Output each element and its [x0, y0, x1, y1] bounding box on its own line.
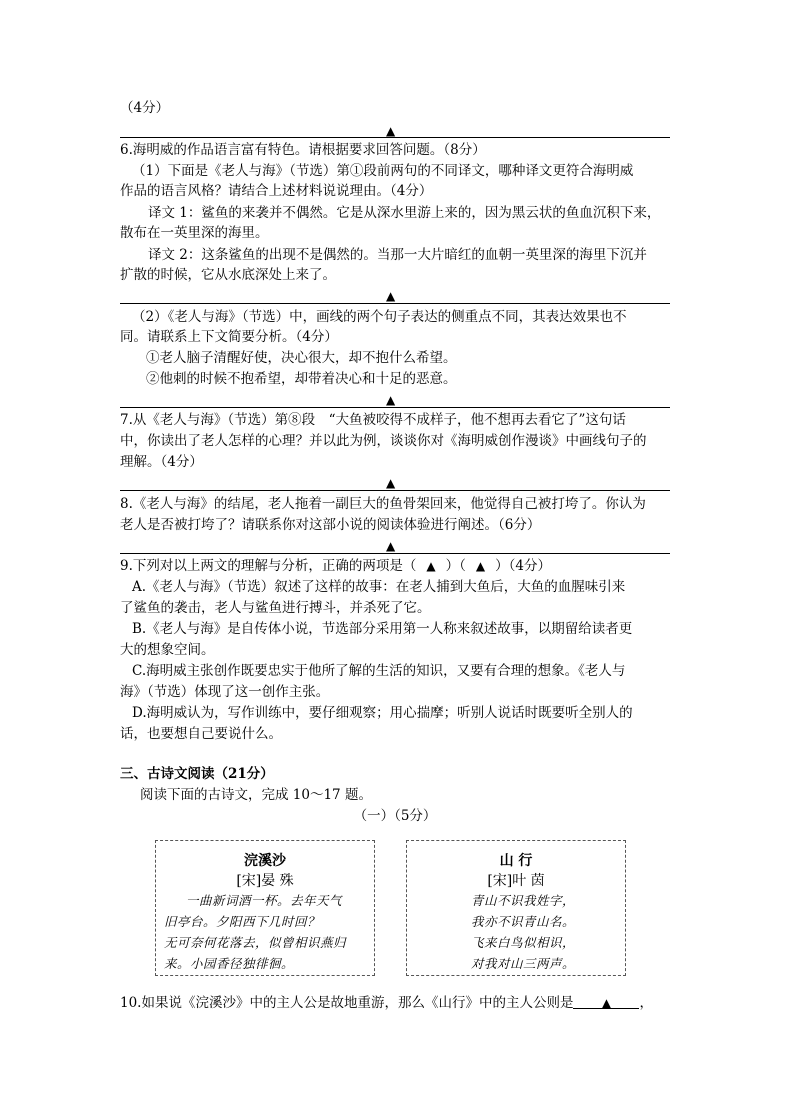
q7-line1: 7.从《老人与海》（节选）第⑧段 “大鱼被咬得不成样子，他不想再去看它了”这句话 — [120, 412, 626, 428]
q10-comma: ， — [639, 995, 653, 1011]
q5-score: （4分） — [120, 100, 170, 116]
q6-sentence2: ②他刺的时候不抱希望，却带着决心和十足的恶意。 — [146, 371, 457, 387]
q7-line3: 理解。（4分） — [120, 454, 203, 470]
poem-box-shanxing — [406, 840, 626, 976]
poem-line: 无可奈何花落去，似曾相识燕归 — [164, 935, 347, 950]
answer-marker: ▲ — [386, 476, 396, 490]
q6-translation2-line2: 扩散的时候，它从水底深处上来了。 — [120, 267, 336, 283]
q9-option-b-line1: B.《老人与海》是自传体小说，节选部分采用第一人称来叙述故事，以期留给读者更 — [132, 621, 633, 637]
answer-marker: ▲ — [601, 996, 612, 1010]
q9-option-d-line2: 话，也要想自己要说什么。 — [120, 726, 282, 742]
q9-option-c-line2: 海》（节选）体现了这一创作主张。 — [120, 684, 330, 700]
q6-part1-line2: 作品的语言风格？请结合上述材料说说理由。（4分） — [120, 183, 433, 199]
answer-marker: ▲ — [386, 539, 396, 553]
q8-line2: 老人是否被打垮了？请联系你对这部小说的阅读体验进行阐述。（6分） — [120, 517, 541, 533]
q9-option-a-line1: A.《老人与海》（节选）叙述了这样的故事：在老人捕到大鱼后，大鱼的血腥味引来 — [132, 579, 626, 595]
answer-line — [120, 137, 670, 138]
q9-stem — [120, 557, 551, 575]
answer-marker: ▲ — [386, 124, 396, 138]
poem-author: [宋]叶 茵 — [487, 873, 545, 889]
answer-blank-2[interactable]: ▲ — [475, 559, 486, 573]
poem-line: 一曲新词酒一杯。去年天气 — [186, 893, 343, 908]
poem-line: 我亦不识青山名。 — [471, 914, 576, 929]
q6-part1-line1: （1）下面是《老人与海》（节选）第①段前两句的不同译文，哪种译文更符合海明威 — [132, 163, 634, 179]
section-intro: 阅读下面的古诗文，完成 10～17 题。 — [140, 787, 372, 803]
answer-blank[interactable] — [573, 994, 639, 1009]
q6-sentence1: ①老人脑子清醒好使，决心很大，却不抱什么希望。 — [146, 350, 457, 366]
poem-box-huanxisha — [155, 840, 375, 976]
q6-part2-line2: 同。请联系上下文简要分析。（4分） — [120, 329, 338, 345]
q9-stem-text: 9.下列对以上两文的理解与分析，正确的两项是（ — [120, 558, 417, 574]
section-heading: 三、古诗文阅读（21分） — [120, 766, 274, 782]
q9-option-b-line2: 大的想象空间。 — [120, 642, 215, 658]
poem-title: 山 行 — [499, 853, 533, 869]
q6-stem: 6.海明威的作品语言富有特色。请根据要求回答问题。（8分） — [120, 142, 486, 158]
poem-title: 浣溪沙 — [244, 853, 286, 869]
q9-option-d-line1: D.海明威认为，写作训练中，要仔细观察；用心揣摩；听别人说话时既要听全别人的 — [132, 705, 633, 721]
answer-marker: ▲ — [386, 289, 396, 303]
q6-translation1-line1: 译文 1：鲨鱼的来袭并不偶然。它是从深水里游上来的，因为黑云状的鱼血沉积下来， — [148, 205, 661, 221]
poem-line: 旧亭台。夕阳西下几时回？ — [164, 914, 321, 929]
q9-option-a-line2: 了鲨鱼的袭击，老人与鲨鱼进行搏斗，并杀死了它。 — [120, 600, 431, 616]
poem-line: 对我对山三两声。 — [471, 956, 576, 971]
q10-text: 10.如果说《浣溪沙》中的主人公是故地重游，那么《山行》中的主人公则是 — [120, 995, 574, 1011]
q8-line1: 8.《老人与海》的结尾，老人拖着一副巨大的鱼骨架回来，他觉得自己被打垮了。你认为 — [120, 496, 646, 512]
answer-marker: ▲ — [386, 393, 396, 407]
q6-translation2-line1: 译文 2：这条鲨鱼的出现不是偶然的。当那一大片暗红的血朝一英里深的海里下沉并 — [148, 247, 647, 263]
answer-line — [120, 553, 670, 554]
q9-stem-score: ）（4分） — [495, 558, 551, 574]
q7-line2: 中，你读出了老人怎样的心理？并以此为例，谈谈你对《海明威创作漫谈》中画线句子的 — [120, 433, 647, 449]
answer-line — [120, 490, 670, 491]
poem-author: [宋]晏 殊 — [236, 873, 294, 889]
q10-line — [120, 994, 653, 1012]
poem-line: 飞来白鸟似相识， — [471, 935, 576, 950]
q9-option-c-line1: C.海明威主张创作既要忠实于他所了解的生活的知识，又要有合理的想象。《老人与 — [132, 663, 626, 679]
answer-line — [120, 303, 670, 304]
part-heading: （一）（5分） — [353, 808, 437, 824]
answer-line — [120, 407, 670, 408]
q6-part2-line1: （2）《老人与海》（节选）中，画线的两个句子表达的侧重点不同，其表达效果也不 — [132, 309, 627, 325]
q6-translation1-line2: 散布在一英里深的海里。 — [120, 225, 269, 241]
q9-stem-sep: ）（ — [445, 558, 466, 574]
poem-line: 青山不识我姓字， — [471, 893, 576, 908]
answer-blank-1[interactable]: ▲ — [426, 559, 436, 573]
poem-line: 来。小园香径独徘徊。 — [164, 956, 295, 971]
